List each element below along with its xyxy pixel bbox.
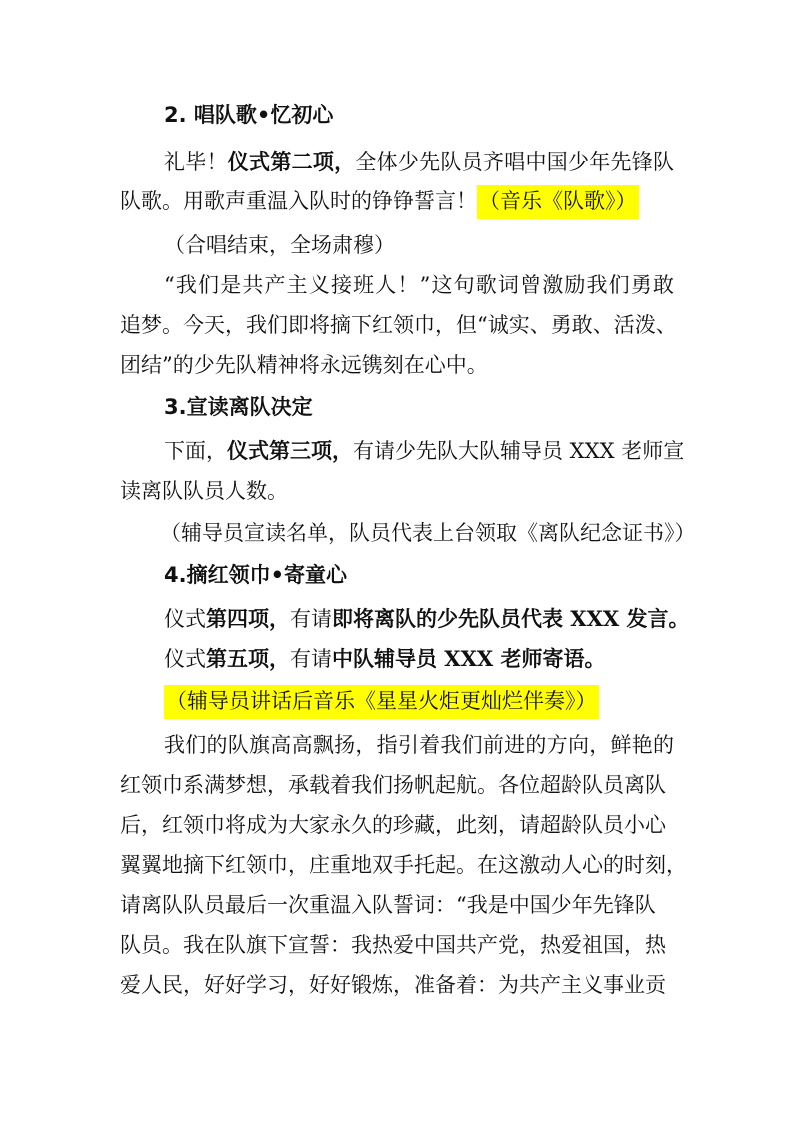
text-run: 爱人民，好好学习，好好锻炼，准备着：为共产主义事业贡 [120, 973, 666, 997]
paragraph-line [120, 890, 656, 920]
bold-text-run: 中队辅导员 XXX 老师寄语。 [332, 646, 606, 671]
bold-text-run: 第五项， [206, 646, 290, 671]
text-run: 队歌。用歌声重温入队时的铮铮誓言！ [120, 189, 477, 213]
paragraph-line [120, 810, 666, 840]
paragraph-line [120, 310, 677, 340]
text-run: 有请少先队大队辅导员 XXX 老师宣 [353, 439, 685, 463]
text-run: “我们是共产主义接班人！”这句歌词曾激励我们勇敢 [164, 273, 674, 297]
text-run: 有请 [290, 647, 332, 671]
text-run: 有请 [290, 607, 332, 631]
bold-text-run: 仪式第二项， [227, 149, 356, 174]
stage-note-text: （辅导员宣读名单，队员代表上台领取《离队纪念证书》） [160, 521, 696, 545]
section-heading-4 [164, 560, 347, 590]
paragraph-line [164, 730, 674, 760]
stage-note [160, 518, 696, 548]
paragraph-line [120, 186, 639, 216]
text-run: 红领巾系满梦想，承载着我们扬帆起航。各位超龄队员离队 [120, 773, 666, 797]
text-run: 全体少先队员齐唱中国少年先锋队 [355, 150, 675, 174]
paragraph-line [120, 350, 488, 380]
section-heading-4-text: 4.摘红领巾•寄童心 [164, 563, 348, 587]
paragraph-line [120, 930, 666, 960]
paragraph-line [120, 850, 687, 880]
section-heading-3-text: 3.宣读离队决定 [164, 395, 313, 419]
paragraph-line [164, 270, 674, 300]
paragraph-line [120, 476, 288, 506]
text-run: 队员。我在队旗下宣誓：我热爱中国共产党，热爱祖国，热 [120, 933, 666, 957]
paragraph-line [164, 604, 690, 634]
bold-text-run: 仪式第三项， [227, 438, 353, 463]
paragraph-line [120, 970, 666, 1000]
section-heading-2 [164, 100, 333, 130]
text-run: 请离队队员最后一次重温入队誓词：“我是中国少年先锋队 [120, 893, 656, 917]
text-run: 下面， [164, 439, 227, 463]
stage-note [164, 686, 599, 716]
stage-note [164, 230, 395, 260]
text-run: 我们的队旗高高飘扬，指引着我们前进的方向，鲜艳的 [164, 733, 674, 757]
section-heading-3 [164, 392, 313, 422]
paragraph-line [120, 770, 666, 800]
highlighted-music-note: （辅导员讲话后音乐《星星火炬更灿烂伴奏》） [164, 685, 599, 719]
text-run: 礼毕！ [164, 150, 228, 174]
text-run: 仪式 [164, 647, 206, 671]
stage-note-text: （合唱结束，全场肃穆） [164, 233, 395, 257]
text-run: 读离队队员人数。 [120, 479, 288, 503]
bold-text-run: 即将离队的少先队员代表 XXX 发言。 [332, 606, 690, 631]
highlighted-music-note: （音乐《队歌》） [477, 185, 639, 219]
text-run: 翼翼地摘下红领巾，庄重地双手托起。在这激动人心的时刻， [120, 853, 687, 877]
paragraph-line [164, 644, 606, 674]
text-run: 仪式 [164, 607, 206, 631]
text-run: 团结”的少先队精神将永远镌刻在心中。 [120, 353, 488, 377]
text-run: 后，红领巾将成为大家永久的珍藏，此刻，请超龄队员小心 [120, 813, 666, 837]
text-run: 追梦。今天，我们即将摘下红领巾，但“诚实、勇敢、活泼、 [120, 313, 677, 337]
paragraph-line [164, 147, 674, 177]
paragraph-line [164, 436, 685, 466]
bold-text-run: 第四项， [206, 606, 290, 631]
section-heading-2-text: 2. 唱队歌•忆初心 [164, 103, 334, 127]
